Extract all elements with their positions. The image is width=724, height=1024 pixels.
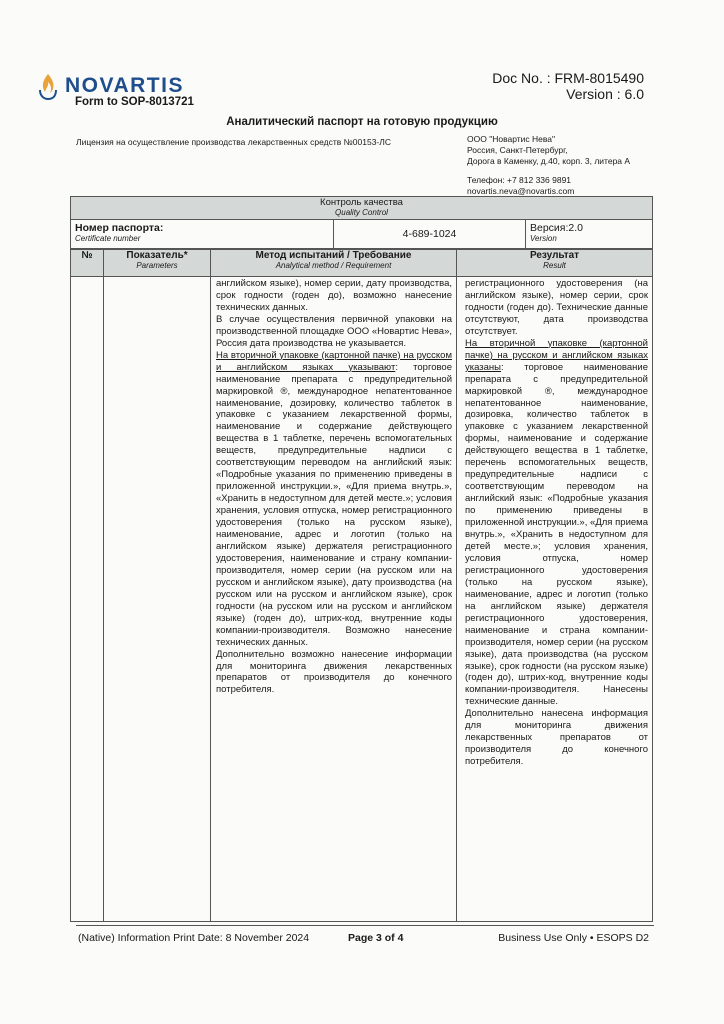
certificate-label bbox=[71, 220, 334, 249]
row-number-cell bbox=[71, 277, 104, 922]
table-header-row bbox=[71, 250, 653, 277]
col-number-header bbox=[71, 250, 104, 277]
document-version: Version : 6.0 bbox=[566, 86, 644, 102]
certificate-number: 4-689-1024 bbox=[334, 220, 526, 249]
parameters-table bbox=[70, 249, 653, 922]
result-paragraph-3: Дополнительно нанесена информация для мониторинга движения лекарственных препаратов от производителя до конечного потребителя. bbox=[465, 708, 648, 768]
form-reference: Form to SOP-8013721 bbox=[75, 96, 194, 108]
result-paragraph-1: регистрационного удостоверения (на английском языке), номер серии, срок годности (годен до). Технические данные отсутствуют, дата производства отсутствует. bbox=[465, 278, 648, 337]
cert-version-en: Version bbox=[530, 234, 557, 243]
cert-version-ru: Версия:2.0 bbox=[530, 222, 583, 234]
company-email: novartis.neva@novartis.com bbox=[467, 186, 575, 196]
certificate-version bbox=[526, 220, 653, 249]
result-secondary-heading: На вторичной упаковке (картонной пачке) на русском и английском языках указаны bbox=[465, 337, 648, 373]
col-method-label-en: Analytical method / Requirement bbox=[275, 261, 392, 270]
document-number: Doc No. : FRM-8015490 bbox=[492, 70, 644, 86]
brand-name: NOVARTIS bbox=[65, 74, 184, 97]
classification-label: Business Use Only • ESOPS D2 bbox=[498, 932, 649, 944]
qc-title-en: Quality Control bbox=[335, 208, 388, 217]
row-parameter-cell bbox=[104, 277, 211, 922]
quality-control-header bbox=[70, 196, 653, 249]
col-result-header bbox=[457, 250, 653, 277]
novartis-flame-icon bbox=[37, 72, 59, 100]
license-text: Лицензия на осуществление производства лекарственных средств №00153-ЛС bbox=[76, 137, 391, 147]
cert-label-ru: Номер паспорта: bbox=[75, 222, 164, 234]
company-address bbox=[467, 134, 630, 167]
cert-label-en: Certificate number bbox=[75, 234, 141, 243]
result-secondary-body: : торговое наименование препарата с предупредительной маркировкой ®, международное непатентованное наименование, дозировка, количество таблеток в упаковке с указанием лекарственной формы, наименование и содержание действующего вещества в 1 таблетке, перечень вспомогательных веществ, предупредительные надписи с соответствующим переводом на английский язык: «Подробные указания по применению приведены в приложенной инструкции.», «Для приема внутрь.», «Хранить в недоступном для детей месте.»; условия хранения, условия отпуска, номер регистрационного удостоверения (только на русском языке), наименование, адрес и логотип (только на английском языке) держателя регистрационного удостоверения, наименование и страна компании-производителя, номер серии (на русском языке), дата производства (на русском языке), срок годности (на русском языке) (годен до), штрих-код, внутренние коды компании-производителя. Нанесены технические данные. bbox=[465, 361, 648, 708]
col-result-label-en: Result bbox=[543, 261, 566, 270]
requirement-paragraph-3 bbox=[216, 350, 452, 649]
col-parameter-header bbox=[104, 250, 211, 277]
col-result-label: Результат bbox=[529, 250, 580, 261]
result-paragraph-2 bbox=[465, 338, 648, 709]
company-contacts bbox=[467, 175, 574, 197]
company-city: Россия, Санкт-Петербург, bbox=[467, 145, 568, 155]
page-number: Page 3 of 4 bbox=[348, 932, 404, 944]
requirement-secondary-body: : торговое наименование препарата с предупредительной маркировкой ®, международное непатентованное наименование, дозировку, количество таблеток в упаковке с указанием лекарственной формы, наименование и содержание действующего вещества в 1 таблетке, перечень вспомогательных веществ, предупредительные надписи с соответствующим переводом на английский язык: «Подробные указания по применению приведены в приложенной инструкции.», «Для приема внутрь.», «Хранить в недоступном для детей месте.»; условия хранения, условия отпуска, номер регистрационного удостоверения (только на русском языке), наименование, адрес и логотип (только на английском языке) держателя регистрационного удостоверения, наименование и страну компании-производителя, номер серии (на русском или на русском и английском языке), дату производства (на русском или на русском и английском языке), срок годности (на русском или на русском и английском языке) (годен до), штрих-код, внутренние коды компании-производителя. Возможно нанесение технических данных. bbox=[216, 361, 452, 648]
qc-title-ru: Контроль качества bbox=[320, 197, 403, 208]
requirement-secondary-heading: На вторичной упаковке (картонной пачке) на русском и английском языках указывают bbox=[216, 349, 452, 373]
page-title: Аналитический паспорт на готовую продукцию bbox=[226, 116, 498, 128]
result-cell bbox=[457, 277, 653, 922]
requirement-paragraph-2: В случае осуществления первичной упаковки на производственной площадке ООО «Новартис Нева», Россия дата производства не указывается. bbox=[216, 313, 452, 349]
quality-control-title bbox=[71, 197, 653, 220]
company-name: ООО "Новартис Нева" bbox=[467, 134, 556, 144]
table-row bbox=[71, 277, 653, 922]
requirement-paragraph-1: английском языке), номер серии, дату производства, срок годности (годен до), возможно нанесение технических данных. bbox=[216, 278, 452, 313]
company-street: Дорога в Каменку, д.40, корп. 3, литера А bbox=[467, 156, 631, 166]
footer-divider bbox=[76, 925, 654, 926]
requirement-paragraph-4: Дополнительно возможно нанесение информации для мониторинга движения лекарственных препаратов от производителя до конечного потребителя. bbox=[216, 648, 452, 696]
col-method-label: Метод испытаний / Требование bbox=[255, 250, 412, 261]
requirement-cell bbox=[211, 277, 457, 922]
print-date: (Native) Information Print Date: 8 November 2024 bbox=[78, 932, 310, 944]
company-phone: Телефон: +7 812 336 9891 bbox=[467, 175, 572, 185]
col-method-header bbox=[211, 250, 457, 277]
col-parameter-label: Показатель* bbox=[126, 250, 188, 261]
col-parameter-label-en: Parameters bbox=[136, 261, 178, 270]
col-number-label: № bbox=[81, 250, 93, 261]
